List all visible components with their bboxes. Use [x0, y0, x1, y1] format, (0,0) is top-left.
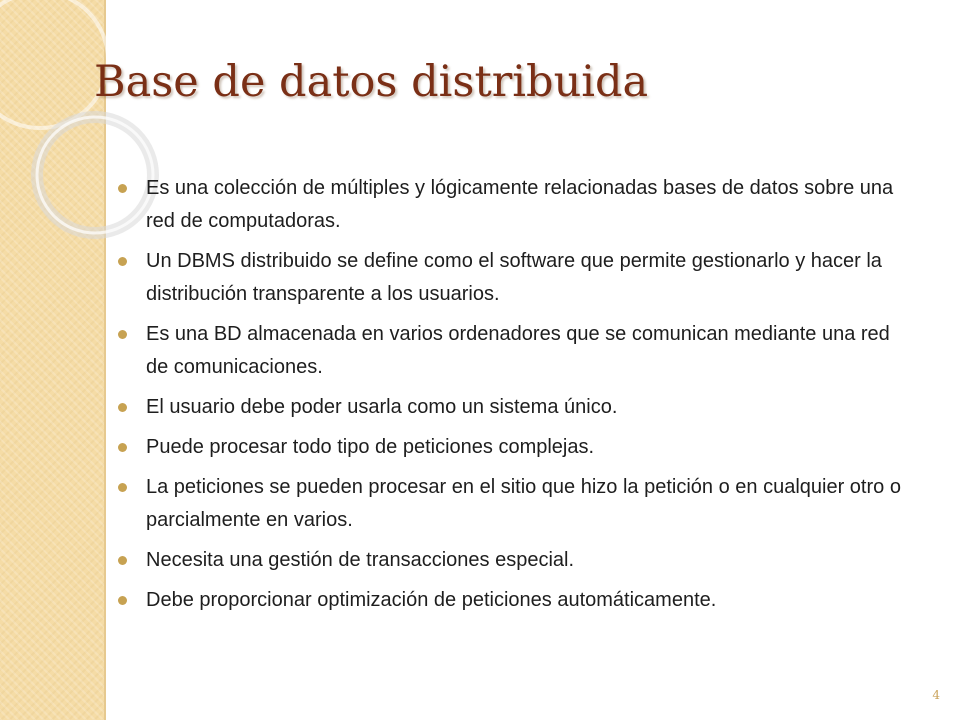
bullet-marker-icon [118, 403, 127, 412]
bullet-marker-icon [118, 596, 127, 605]
slide-title: Base de datos distribuida [94, 57, 649, 107]
bullet-text: Debe proporcionar optimización de peticiones automáticamente. [146, 589, 717, 611]
bullet-item [118, 471, 908, 537]
bullet-text: Necesita una gestión de transacciones especial. [146, 549, 575, 571]
bullet-text: Puede procesar todo tipo de peticiones complejas. [146, 436, 595, 458]
bullet-text: El usuario debe poder usarla como un sistema único. [146, 396, 618, 418]
bullet-list [118, 172, 908, 624]
bullet-item [118, 431, 908, 464]
bullet-text: Es una colección de múltiples y lógicamente relacionadas bases de datos sobre una red de computadoras. [146, 177, 894, 232]
bullet-marker-icon [118, 257, 127, 266]
bullet-marker-icon [118, 483, 127, 492]
bullet-item [118, 584, 908, 617]
bullet-item [118, 544, 908, 577]
bullet-marker-icon [118, 184, 127, 193]
bullet-item [118, 245, 908, 311]
bullet-text: Un DBMS distribuido se define como el software que permite gestionarlo y hacer la distribución transparente a los usuarios. [146, 250, 882, 305]
bullet-text: La peticiones se pueden procesar en el sitio que hizo la petición o en cualquier otro o parcialmente en varios. [146, 476, 901, 531]
bullet-marker-icon [118, 330, 127, 339]
bullet-text: Es una BD almacenada en varios ordenadores que se comunican mediante una red de comunicaciones. [146, 323, 890, 378]
page-number: 4 [932, 688, 940, 702]
bullet-item [118, 318, 908, 384]
bullet-item [118, 172, 908, 238]
bullet-marker-icon [118, 443, 127, 452]
bullet-marker-icon [118, 556, 127, 565]
bullet-item [118, 391, 908, 424]
